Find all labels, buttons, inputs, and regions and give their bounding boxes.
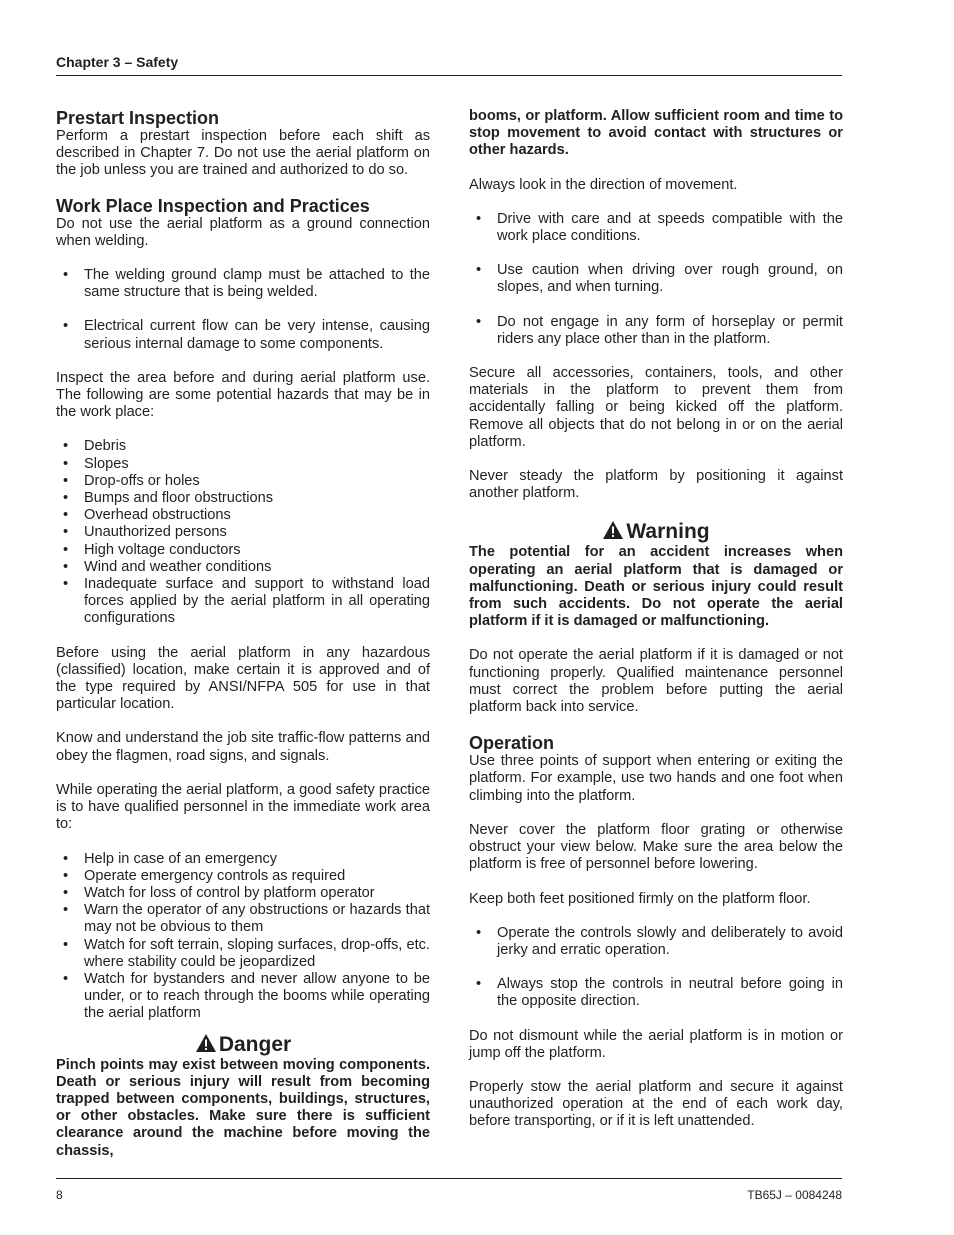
workplace-section: [56, 196, 430, 1023]
list-item: • Overhead obstructions: [56, 507, 430, 524]
danger-notice: [56, 1033, 430, 1160]
list-item: • High voltage conductors: [56, 542, 430, 559]
danger-continued-text: booms, or platform. Allow sufficient room and time to stop movement to avoid contact with structures or other hazards.: [469, 108, 843, 159]
hazardous-location-text: Before using the aerial platform in any hazardous (classified) location, make certain it is approved and of the type required by ANSI/NFPA 505 for use in that particular location.: [56, 644, 430, 713]
secure-text: Secure all accessories, containers, tools, and other materials in the platform to prevent them from accidentally falling or being kicked off the platform. Remove all objects that do not belong in or on the aerial platform.: [469, 365, 843, 450]
list-item: • Always stop the controls in neutral before going in the opposite direction.: [469, 976, 843, 1010]
list-item: • Debris: [56, 438, 430, 455]
steady-text: Never steady the platform by positioning it against another platform.: [469, 468, 843, 502]
list-item: • Use caution when driving over rough ground, on slopes, and when turning.: [469, 262, 843, 296]
warning-text: The potential for an accident increases when operating an aerial platform that is damaged or malfunctioning. Death or serious injury could result from such accidents. Do not operate the aerial platform if it is damaged or malfunctioning.: [469, 544, 843, 630]
list-item: • Operate emergency controls as required: [56, 868, 430, 885]
damaged-text: Do not operate the aerial platform if it is damaged or not functioning properly. Qualified maintenance personnel must correct the problem before putting the aerial platform back into service.: [469, 647, 843, 716]
document-id: TB65J – 0084248: [747, 1188, 842, 1202]
stow-text: Properly stow the aerial platform and secure it against unauthorized operation at the end of each work day, before transporting, or if it is left unattended.: [469, 1078, 843, 1130]
operation-heading: Operation: [469, 733, 555, 754]
list-item: • Do not engage in any form of horseplay or permit riders any place other than in the platform.: [469, 314, 843, 348]
driving-list: [469, 211, 843, 348]
dismount-text: Do not dismount while the aerial platform is in motion or jump off the platform.: [469, 1027, 843, 1061]
alert-triangle-icon: [602, 520, 624, 540]
look-direction-text: Always look in the direction of movement.: [469, 176, 738, 193]
inspect-text: Inspect the area before and during aerial platform use. The following are some potential hazards that may be in the work place:: [56, 369, 430, 421]
list-item: • Electrical current flow can be very intense, causing serious internal damage to some components.: [56, 318, 430, 352]
prestart-heading: Prestart Inspection: [56, 108, 220, 128]
grating-text: Never cover the platform floor grating or otherwise obstruct your view below. Make sure the area below the platform is free of personnel before lowering.: [469, 821, 843, 873]
prestart-body: Perform a prestart inspection before each shift as described in Chapter 7. Do not use the aerial platform on the job unless you are trained and authorized to do so.: [56, 128, 430, 179]
list-item: • Watch for bystanders and never allow anyone to be under, or to reach through the booms while operating the aerial platform: [56, 971, 430, 1023]
workplace-intro: Do not use the aerial platform as a ground connection when welding.: [56, 215, 430, 249]
list-item: • Operate the controls slowly and deliberately to avoid jerky and erratic operation.: [469, 925, 843, 959]
support-text: Use three points of support when entering or exiting the platform. For example, use two hands and one foot when climbing into the platform.: [469, 753, 843, 804]
list-item: • Watch for loss of control by platform operator: [56, 885, 430, 902]
list-item: • Bumps and floor obstructions: [56, 490, 430, 507]
list-item: • Warn the operator of any obstructions or hazards that may not be obvious to them: [56, 902, 430, 936]
operation-section: [469, 733, 843, 1130]
list-item: • The welding ground clamp must be attached to the same structure that is being welded.: [56, 267, 430, 301]
qualified-list: [56, 851, 430, 1023]
list-item: • Help in case of an emergency: [56, 851, 430, 868]
workplace-heading: Work Place Inspection and Practices: [56, 195, 370, 216]
prestart-section: [56, 108, 430, 180]
welding-list: [56, 267, 430, 353]
qualified-intro: While operating the aerial platform, a good safety practice is to have qualified personnel in the immediate work area to:: [56, 781, 430, 833]
list-item: • Inadequate surface and support to withstand load forces applied by the aerial platform in all operating configurations: [56, 576, 430, 628]
traffic-text: Know and understand the job site traffic-flow patterns and obey the flagmen, road signs, and signals.: [56, 730, 430, 764]
list-item: • Wind and weather conditions: [56, 559, 430, 576]
controls-list: [469, 925, 843, 1011]
warning-title: Warning: [626, 520, 710, 544]
feet-text: Keep both feet positioned firmly on the platform floor.: [469, 890, 811, 907]
list-item: • Slopes: [56, 456, 430, 473]
page-footer: [56, 1178, 842, 1202]
warning-notice: [469, 520, 843, 630]
left-column: [56, 108, 430, 1160]
list-item: • Drop-offs or holes: [56, 473, 430, 490]
warning-title-row: [469, 520, 843, 544]
list-item: • Drive with care and at speeds compatible with the work place conditions.: [469, 211, 843, 245]
alert-triangle-icon: [195, 1033, 217, 1053]
danger-title-row: [56, 1033, 430, 1057]
danger-text: Pinch points may exist between moving components. Death or serious injury will result from becoming trapped between components, buildings, structures, or other obstacles. Make sure there is sufficient clearance around the machine before moving the chassis,: [56, 1056, 430, 1159]
list-item: • Unauthorized persons: [56, 524, 430, 541]
right-column: [469, 108, 843, 1131]
chapter-title: Chapter 3 – Safety: [56, 54, 179, 70]
page-header: [56, 54, 842, 76]
hazard-list: [56, 438, 430, 627]
page-number: 8: [56, 1188, 63, 1202]
danger-title: Danger: [218, 1032, 292, 1056]
list-item: • Watch for soft terrain, sloping surfaces, drop-offs, etc. where stability could be jeopardized: [56, 937, 430, 971]
